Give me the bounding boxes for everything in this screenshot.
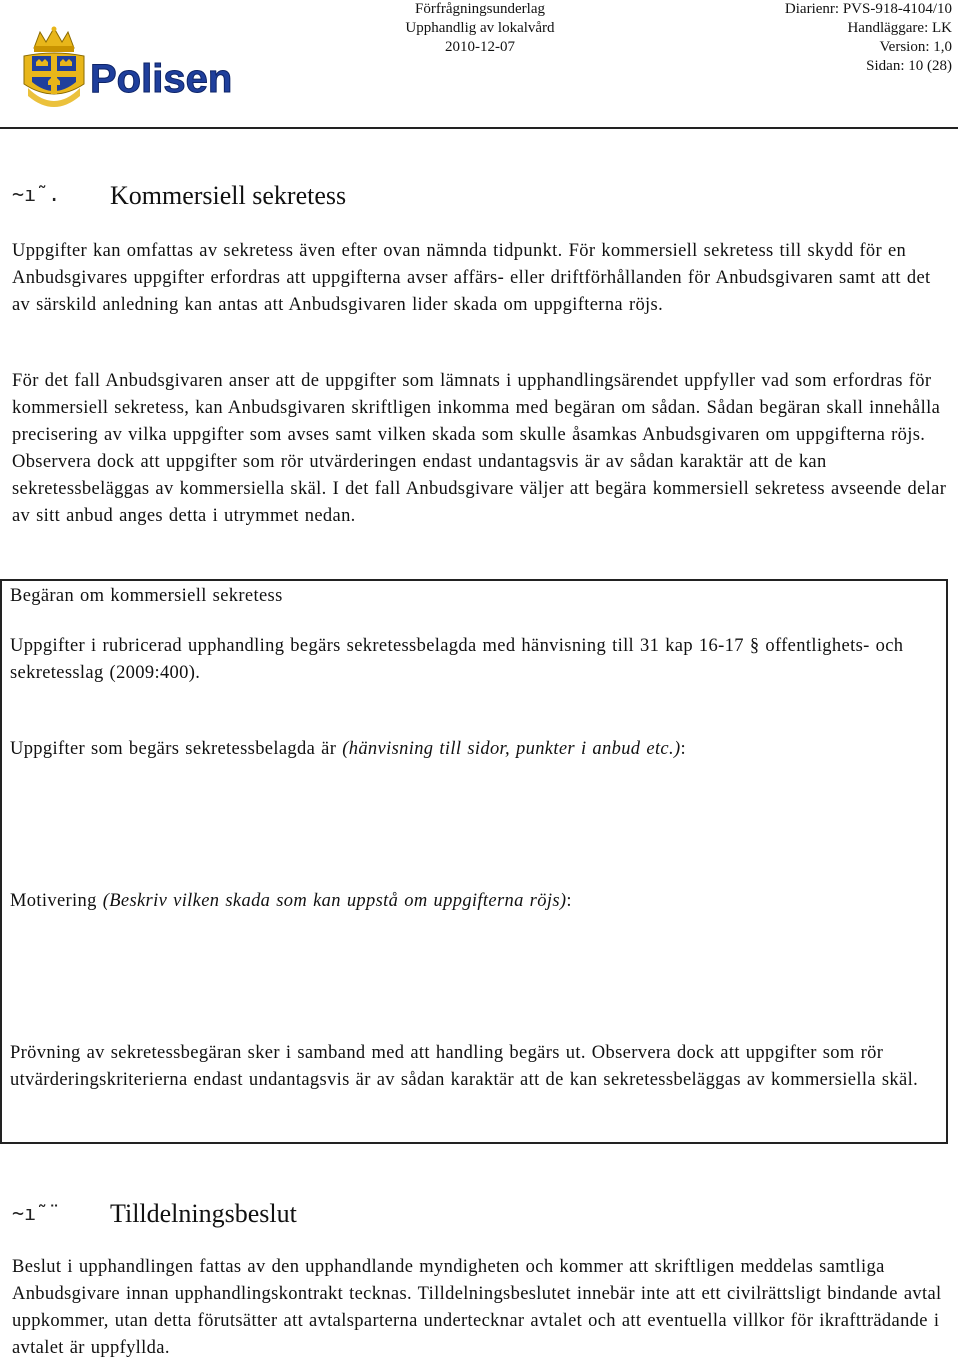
form-note: Prövning av sekretessbegäran sker i samband med att handling begärs ut. Observera dock att uppgifter som rör utvärderingskriterierna endast undantagsvis är av sådan karaktär att de kan sekretessbeläggas av kommersiella skäl. bbox=[10, 1043, 919, 1090]
section-title-kommersiell-sekretess: Kommersiell sekretess bbox=[110, 181, 347, 210]
field-colon: : bbox=[680, 739, 686, 759]
field-confidential-data-label: Uppgifter som begärs sekretessbelagda är bbox=[10, 739, 343, 759]
doc-date: 2010-12-07 bbox=[445, 39, 515, 55]
doc-type: Förfrågningsunderlag bbox=[415, 1, 545, 17]
field-colon: : bbox=[566, 891, 572, 911]
polisen-wordmark: Polisen bbox=[90, 57, 233, 101]
polisen-logo bbox=[18, 26, 248, 116]
field-confidential-data-hint: (hänvisning till sidor, punkter i anbud etc.) bbox=[342, 739, 681, 759]
field-motivation[interactable] bbox=[10, 888, 935, 915]
field-motivation-label: Motivering bbox=[10, 891, 103, 911]
form-heading: Begäran om kommersiell sekretess bbox=[10, 586, 283, 606]
paragraph-sekretess-1: Uppgifter kan omfattas av sekretess även efter ovan nämnda tidpunkt. För kommersiell sekretess till skydd för en Anbudsgivares uppgifter erfordras att uppgifterna avser affärs- eller driftförhållanden för Anbudsgivaren samt att det av särskild anledning kan antas att Anbudsgivaren lider skada om uppgifterna röjs. bbox=[12, 241, 931, 315]
field-motivation-hint: (Beskriv vilken skada som kan uppstå om uppgifterna röjs) bbox=[102, 891, 567, 911]
section-number: ~ı˜¨ bbox=[12, 1201, 61, 1225]
police-emblem-icon bbox=[18, 26, 248, 116]
form-statement: Uppgifter i rubricerad upphandling begärs sekretessbelagda med hänvisning till 31 kap 16-17 § offentlighets- och sekretesslag (2009:400). bbox=[10, 636, 904, 683]
handlaggare: Handläggare: LK bbox=[847, 20, 952, 36]
section-number: ~ı˜. bbox=[12, 182, 61, 206]
paragraph-tilldelningsbeslut: Beslut i upphandlingen fattas av den upphandlande myndigheten och kommer att skriftligen meddelas samtliga Anbudsgivare innan upphandlingskontrakt tecknas. Tilldelningsbeslutet innebär inte att ett civilrättsligt bindande avtal uppkommer, utan detta förutsätter att avtalsparterna undertecknar avtalet och att eventuella villkor för ikraftträdande i avtalet är uppfyllda. bbox=[12, 1257, 942, 1358]
field-confidential-data[interactable] bbox=[10, 736, 935, 763]
confidentiality-request-form bbox=[0, 579, 948, 1144]
paragraph-sekretess-2: För det fall Anbudsgivaren anser att de uppgifter som lämnats i upphandlingsärendet uppfyller vad som erfordras för kommersiell sekretess, kan Anbudsgivaren skriftligen inkomma med begäran om sådan. Sådan begäran skall innehålla precisering av vilka uppgifter som avses samt vilken skada som skulle åsamkas Anbudsgivaren om uppgifterna röjs. Observera dock att uppgifter som rör utvärderingen endast undantagsvis är av sådan karaktär att de kan sekretessbeläggas av kommersiella skäl. I det fall Anbudsgivare väljer att begära kommersiell sekretess avseende delar av sitt anbud anges detta i utrymmet nedan. bbox=[12, 371, 947, 526]
header-doc-info bbox=[380, 0, 580, 57]
crown-icon bbox=[34, 27, 74, 53]
version: Version: 1,0 bbox=[879, 39, 952, 55]
section-title-tilldelningsbeslut: Tilldelningsbeslut bbox=[110, 1199, 297, 1228]
header-meta bbox=[785, 0, 952, 76]
diarienr: Diarienr: PVS-918-4104/10 bbox=[784, 1, 952, 17]
page-number: Sidan: 10 (28) bbox=[866, 58, 952, 74]
procurement-name: Upphandlig av lokalvård bbox=[405, 20, 555, 36]
header-divider bbox=[0, 127, 958, 129]
